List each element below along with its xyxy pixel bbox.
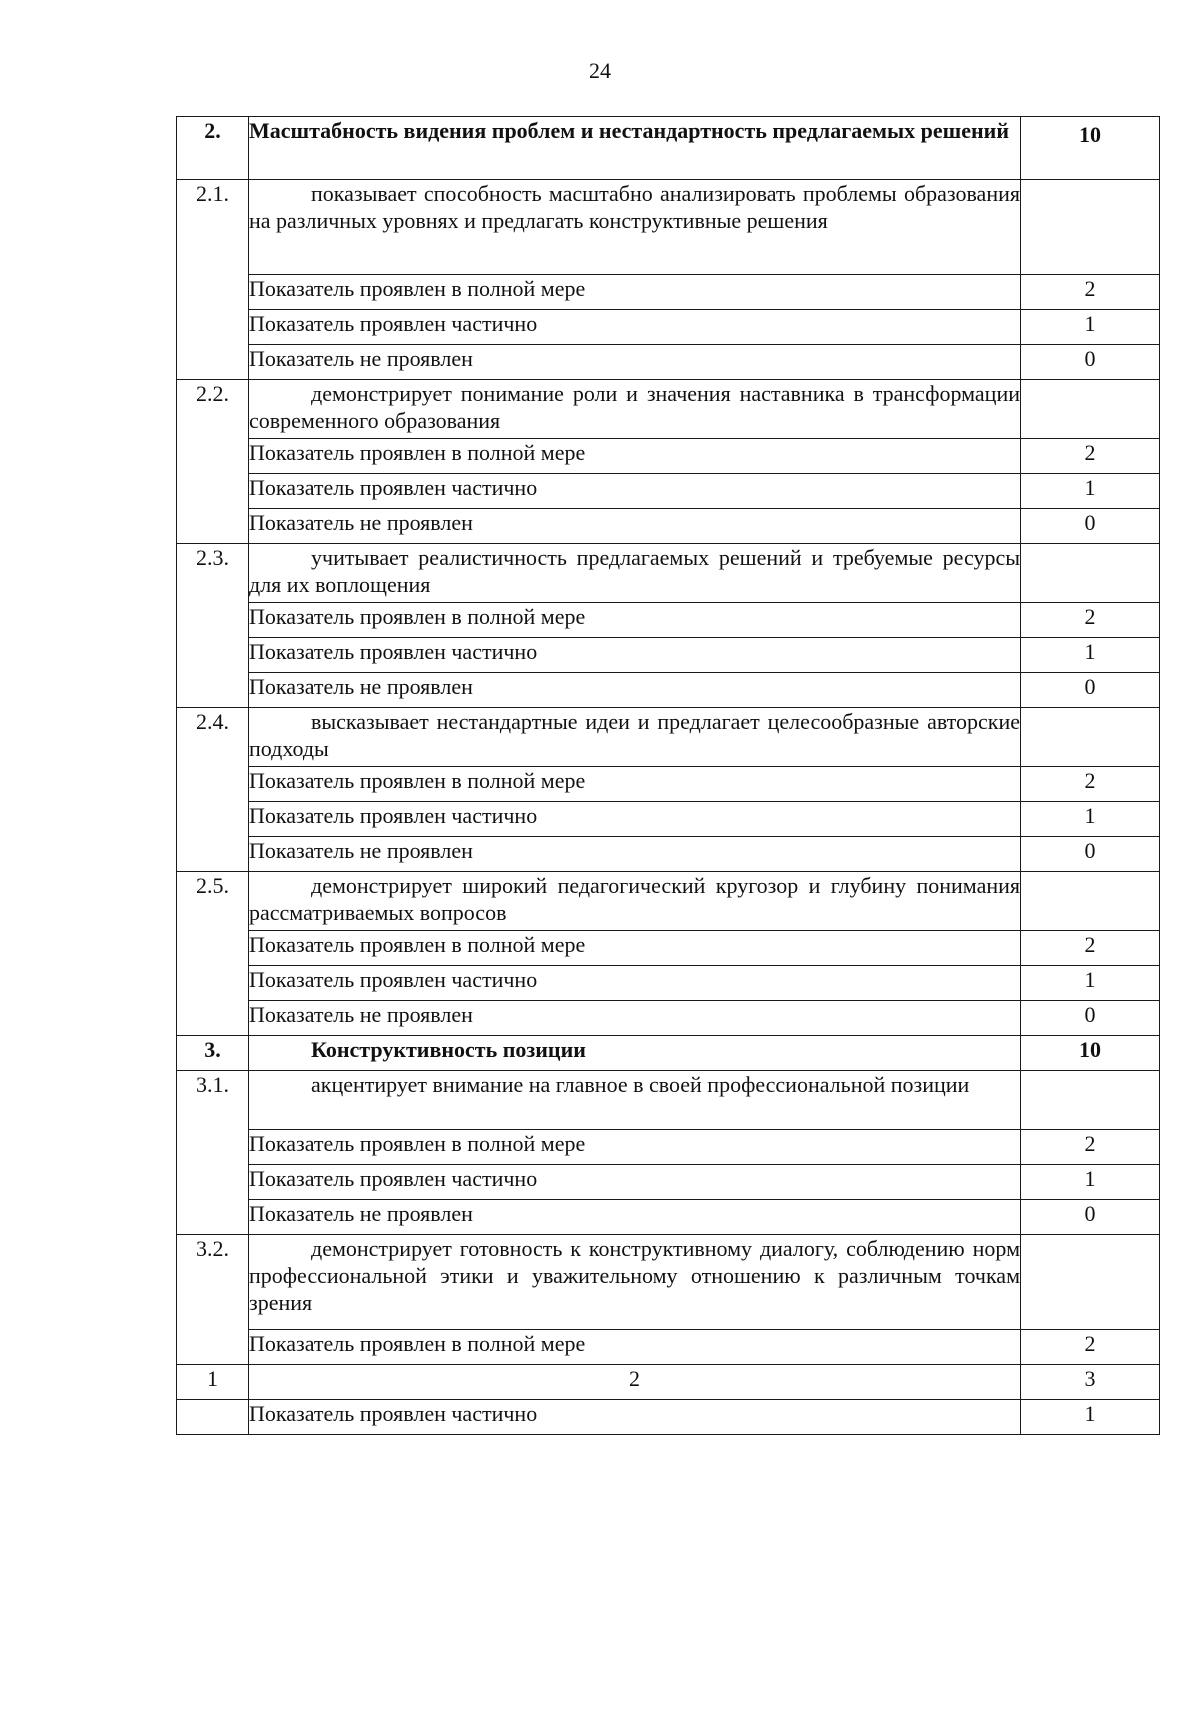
indicator-partial-points: 1: [1021, 638, 1160, 673]
indicator-row: [177, 802, 1160, 837]
indicator-full-points: 2: [1021, 275, 1160, 310]
criterion-2-2-number: 2.2.: [177, 380, 249, 544]
criterion-2-3-number: 2.3.: [177, 544, 249, 708]
criterion-3-1-row: [177, 1071, 1160, 1130]
indicator-row: [177, 1330, 1160, 1365]
indicator-partial-points: 1: [1021, 802, 1160, 837]
criterion-2-2-text: демонстрирует понимание роли и значения наставника в трансформации современного образования: [249, 380, 1021, 439]
indicator-partial-label: Показатель проявлен частично: [249, 1400, 1021, 1435]
indicator-row: [177, 1165, 1160, 1200]
indicator-row: [177, 1001, 1160, 1036]
empty-points-cell: [1021, 872, 1160, 931]
criterion-2-1-number: 2.1.: [177, 180, 249, 380]
criteria-table: [176, 116, 1160, 1435]
indicator-row: [177, 638, 1160, 673]
section-2-number: 2.: [177, 117, 249, 180]
indicator-row: [177, 603, 1160, 638]
indicator-full-label: Показатель проявлен в полной мере: [249, 767, 1021, 802]
criterion-2-5-text: демонстрирует широкий педагогический кругозор и глубину понимания рассматриваемых вопросов: [249, 872, 1021, 931]
criterion-2-1-row: [177, 180, 1160, 275]
indicator-none-points: 0: [1021, 1200, 1160, 1235]
section-3-number: 3.: [177, 1036, 249, 1071]
indicator-none-label: Показатель не проявлен: [249, 673, 1021, 708]
column-number-row: [177, 1365, 1160, 1400]
indicator-partial-points: 1: [1021, 1400, 1160, 1435]
indicator-none-points: 0: [1021, 345, 1160, 380]
indicator-partial-points: 1: [1021, 474, 1160, 509]
indicator-row: [177, 474, 1160, 509]
section-3-title: Конструктивность позиции: [249, 1036, 1021, 1071]
indicator-full-label: Показатель проявлен в полной мере: [249, 931, 1021, 966]
indicator-row: [177, 1200, 1160, 1235]
indicator-partial-label: Показатель проявлен частично: [249, 310, 1021, 345]
indicator-full-points: 2: [1021, 767, 1160, 802]
indicator-row: [177, 509, 1160, 544]
indicator-partial-label: Показатель проявлен частично: [249, 802, 1021, 837]
section-2-title: Масштабность видения проблем и нестандартность предлагаемых решений: [249, 117, 1021, 180]
criterion-2-5-number: 2.5.: [177, 872, 249, 1036]
indicator-row: [177, 966, 1160, 1001]
indicator-full-label: Показатель проявлен в полной мере: [249, 1330, 1021, 1365]
indicator-full-points: 2: [1021, 439, 1160, 474]
indicator-partial-points: 1: [1021, 1165, 1160, 1200]
criterion-3-2-number: 3.2.: [177, 1235, 249, 1365]
empty-points-cell: [1021, 544, 1160, 603]
indicator-full-points: 2: [1021, 1330, 1160, 1365]
indicator-full-label: Показатель проявлен в полной мере: [249, 1130, 1021, 1165]
column-number-3: 3: [1021, 1365, 1160, 1400]
criterion-2-4-row: [177, 708, 1160, 767]
criterion-2-1-text: показывает способность масштабно анализировать проблемы образования на различных уровнях и предлагать конструктивные решения: [249, 180, 1021, 275]
indicator-none-label: Показатель не проявлен: [249, 1001, 1021, 1036]
indicator-full-points: 2: [1021, 603, 1160, 638]
criterion-2-3-row: [177, 544, 1160, 603]
criterion-3-1-number: 3.1.: [177, 1071, 249, 1235]
section-3-row: [177, 1036, 1160, 1071]
indicator-full-label: Показатель проявлен в полной мере: [249, 439, 1021, 474]
section-2-points: 10: [1021, 117, 1160, 180]
indicator-row: [177, 275, 1160, 310]
indicator-row: [177, 837, 1160, 872]
criterion-3-1-text: акцентирует внимание на главное в своей профессиональной позиции: [249, 1071, 1021, 1130]
indicator-row: [177, 673, 1160, 708]
criterion-2-2-row: [177, 380, 1160, 439]
column-number-2: 2: [249, 1365, 1021, 1400]
indicator-partial-label: Показатель проявлен частично: [249, 474, 1021, 509]
indicator-full-label: Показатель проявлен в полной мере: [249, 603, 1021, 638]
column-number-1: 1: [177, 1365, 249, 1400]
empty-number-cell: [177, 1400, 249, 1435]
indicator-none-points: 0: [1021, 837, 1160, 872]
indicator-none-label: Показатель не проявлен: [249, 345, 1021, 380]
indicator-partial-points: 1: [1021, 310, 1160, 345]
empty-points-cell: [1021, 1235, 1160, 1330]
criterion-2-5-row: [177, 872, 1160, 931]
criterion-3-2-text: демонстрирует готовность к конструктивному диалогу, соблюдению норм профессиональной этики и уважительному отношению к различным точкам зрения: [249, 1235, 1021, 1330]
indicator-partial-label: Показатель проявлен частично: [249, 638, 1021, 673]
indicator-row: [177, 931, 1160, 966]
criterion-2-3-text: учитывает реалистичность предлагаемых решений и требуемые ресурсы для их воплощения: [249, 544, 1021, 603]
page-number: 24: [589, 58, 611, 83]
indicator-none-points: 0: [1021, 673, 1160, 708]
indicator-full-points: 2: [1021, 931, 1160, 966]
empty-points-cell: [1021, 380, 1160, 439]
indicator-full-points: 2: [1021, 1130, 1160, 1165]
indicator-row: [177, 439, 1160, 474]
criterion-3-2-row: [177, 1235, 1160, 1330]
indicator-row: [177, 345, 1160, 380]
empty-points-cell: [1021, 708, 1160, 767]
indicator-none-label: Показатель не проявлен: [249, 509, 1021, 544]
indicator-row: [177, 767, 1160, 802]
empty-points-cell: [1021, 1071, 1160, 1130]
indicator-none-label: Показатель не проявлен: [249, 1200, 1021, 1235]
section-3-points: 10: [1021, 1036, 1160, 1071]
indicator-none-points: 0: [1021, 509, 1160, 544]
empty-points-cell: [1021, 180, 1160, 275]
indicator-row: [177, 1400, 1160, 1435]
indicator-partial-points: 1: [1021, 966, 1160, 1001]
indicator-partial-label: Показатель проявлен частично: [249, 966, 1021, 1001]
indicator-none-points: 0: [1021, 1001, 1160, 1036]
indicator-full-label: Показатель проявлен в полной мере: [249, 275, 1021, 310]
section-2-row: [177, 117, 1160, 180]
criterion-2-4-text: высказывает нестандартные идеи и предлагает целесообразные авторские подходы: [249, 708, 1021, 767]
indicator-none-label: Показатель не проявлен: [249, 837, 1021, 872]
indicator-partial-label: Показатель проявлен частично: [249, 1165, 1021, 1200]
criterion-2-4-number: 2.4.: [177, 708, 249, 872]
indicator-row: [177, 310, 1160, 345]
indicator-row: [177, 1130, 1160, 1165]
